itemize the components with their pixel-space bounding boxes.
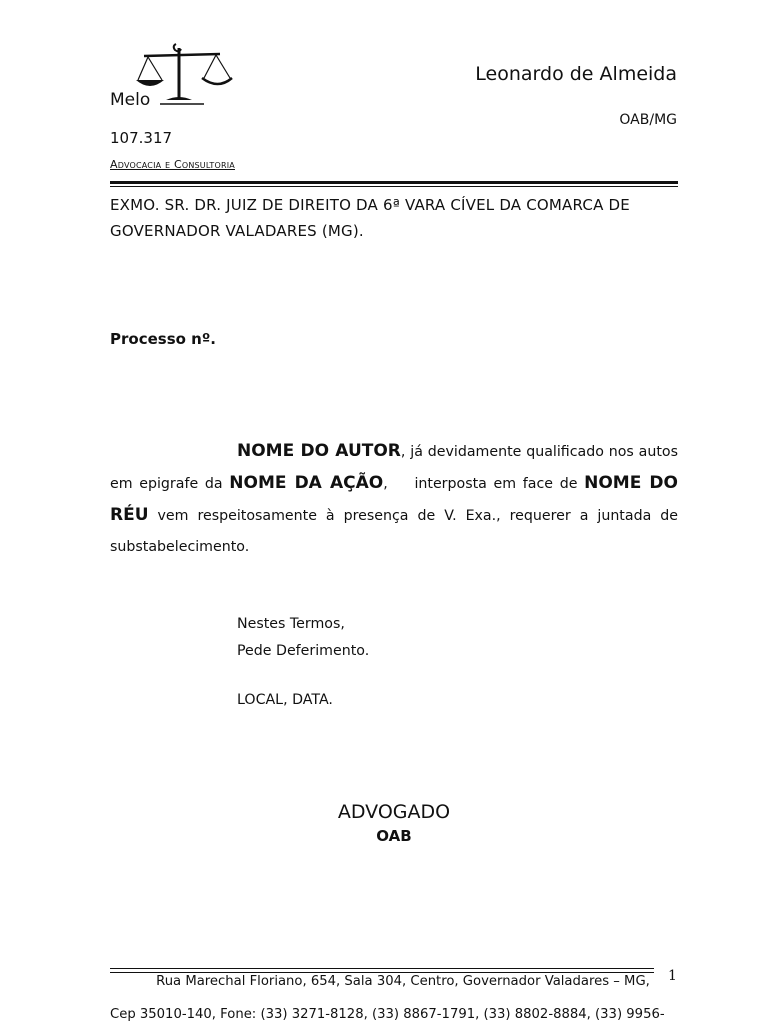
footer-address: Rua Marechal Floriano, 654, Sala 304, Centro, Governador Valadares – MG, (156, 974, 650, 989)
footer-divider-1 (110, 968, 654, 969)
lawyer-surname: Melo (110, 90, 151, 110)
oab-state: OAB/MG (619, 112, 677, 128)
footer-divider-2 (110, 972, 654, 973)
body-text-1: , já devidamente qualificado nos autos em epigrafe da (110, 444, 679, 492)
signature-name: ADVOGADO (337, 801, 451, 823)
closing-line-1: Nestes Termos, (237, 616, 345, 632)
action-name: NOME DA AÇÃO (229, 473, 384, 493)
lawyer-name: Leonardo de Almeida (475, 63, 677, 85)
tagline: Advocacia e Consultoria (110, 158, 235, 171)
defendant-name: NOME DO RÉU (110, 473, 678, 525)
local-date: LOCAL, DATA. (237, 692, 333, 708)
page-number: 1 (668, 968, 677, 984)
closing-line-2: Pede Deferimento. (237, 643, 370, 659)
closing (237, 611, 369, 665)
addressee: EXMO. SR. DR. JUIZ DE DIREITO DA 6ª VARA CÍVEL DA COMARCA DE GOVERNADOR VALADARES (MG). (110, 196, 630, 240)
processo-label: Processo nº. (110, 330, 216, 348)
oab-registration: 107.317 (110, 129, 173, 147)
author-name: NOME DO AUTOR (237, 441, 401, 461)
header-divider-thin (110, 186, 678, 187)
header-divider-thick (110, 181, 678, 184)
body-text-3: vem respeitosamente à presença de V. Exa., requerer a juntada de substabelecimento. (110, 508, 678, 555)
body-paragraph (110, 436, 678, 563)
footer-contact: Cep 35010-140, Fone: (33) 3271-8128, (33) 8867-1791, (33) 8802-8884, (33) 9956- (110, 1007, 665, 1022)
signature-oab: OAB (376, 827, 412, 845)
body-text-2: , interposta em face de (383, 476, 585, 492)
